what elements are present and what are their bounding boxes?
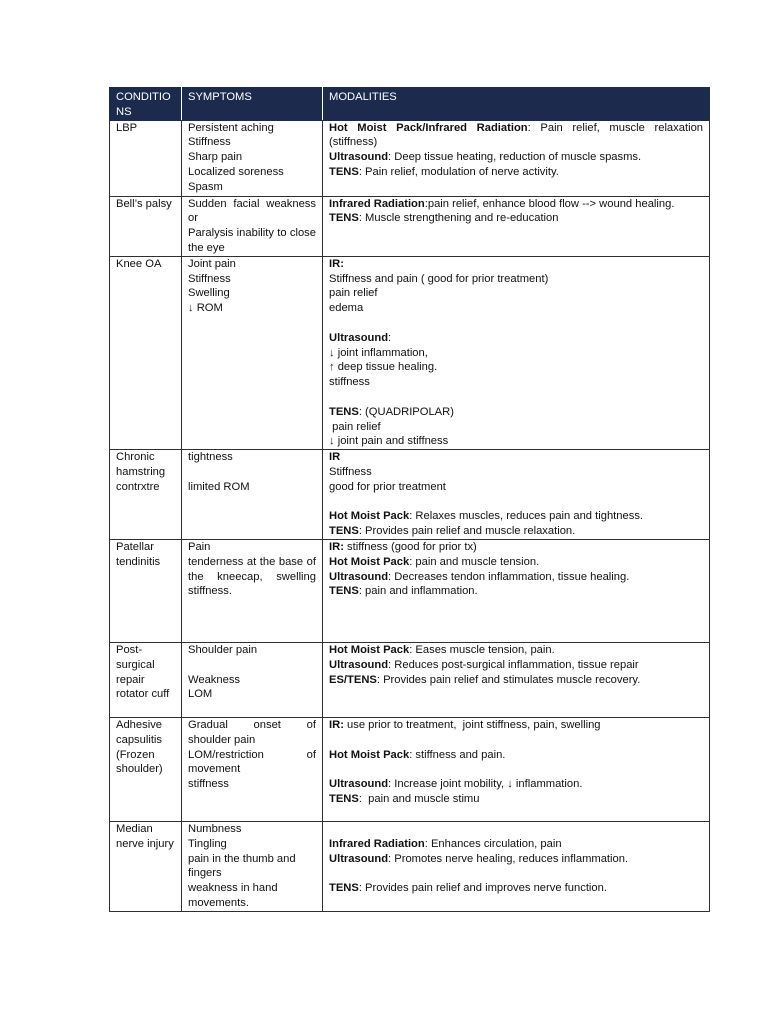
modality-line <box>329 272 703 287</box>
symptoms-cell <box>182 717 323 821</box>
modality-line <box>329 777 703 792</box>
modality-name: Hot Moist Pack <box>329 510 410 523</box>
symptom-text: Spasm <box>188 180 223 193</box>
modalities-cell <box>323 717 710 821</box>
symptom-text: Tingling <box>188 837 227 850</box>
modality-description: stiffness (good for prior tx) <box>343 540 477 553</box>
symptom-text: LOM <box>188 688 213 701</box>
symptom-text: Persistent aching <box>188 121 274 134</box>
modality-description: : Increase joint mobility, ↓ inflammation. <box>388 778 583 791</box>
modality-description: Stiffness <box>329 465 372 478</box>
symptoms-cell <box>182 196 323 256</box>
symptom-text <box>188 658 316 673</box>
modality-description: good for prior treatment <box>329 480 446 493</box>
symptom-text: limited ROM <box>188 480 250 493</box>
modality-description: : <box>388 331 392 344</box>
modality-description: : Deep tissue heating, reduction of muscle spasms. <box>388 151 642 164</box>
condition-text: Chronic hamstring contrxtre <box>116 451 166 493</box>
modality-line <box>329 718 703 733</box>
condition-text: Adhesive capsulitis (Frozen shoulder) <box>116 718 163 776</box>
condition-cell <box>110 196 182 256</box>
modality-description: pain relief <box>329 420 381 433</box>
modality-description: : Provides pain relief and muscle relaxation. <box>358 525 576 538</box>
condition-cell <box>110 717 182 821</box>
modality-line <box>329 495 703 510</box>
symptom-text <box>188 465 316 480</box>
modalities-cell <box>323 196 710 256</box>
modality-name: Infrared Radiation <box>329 197 425 210</box>
modality-line <box>329 434 703 449</box>
modality-line <box>329 658 703 673</box>
condition-cell <box>110 539 182 642</box>
symptom-text: Pain <box>188 540 211 553</box>
modality-line <box>329 121 707 151</box>
modality-line <box>329 748 703 763</box>
modality-description: : Decreases tendon inflammation, tissue healing. <box>388 570 630 583</box>
modality-line <box>329 584 703 599</box>
header-modalities: MODALITIES <box>323 88 710 121</box>
modality-line <box>329 211 703 226</box>
condition-text: Knee OA <box>116 257 162 270</box>
symptom-text: tenderness at the base of the kneecap, swelling stiffness. <box>188 555 316 598</box>
modality-line <box>329 480 703 495</box>
table-row <box>110 539 710 642</box>
modality-description: use prior to treatment, joint stiffness, pain, swelling <box>343 718 601 731</box>
modality-description: ↑ deep tissue healing. <box>329 361 438 374</box>
modality-name: TENS <box>329 882 359 895</box>
modality-name: ES/TENS <box>329 673 377 686</box>
conditions-table <box>109 87 710 912</box>
symptom-text: Gradual onset of shoulder pain <box>188 718 316 746</box>
symptom-text: Localized soreness <box>188 165 284 178</box>
modalities-cell <box>323 120 710 196</box>
condition-cell <box>110 120 182 196</box>
condition-cell <box>110 821 182 911</box>
modality-description: Stiffness and pain ( good for prior treatment) <box>329 272 549 285</box>
modality-description: : Pain relief, modulation of nerve activity. <box>358 165 559 178</box>
modality-line <box>329 165 703 180</box>
modality-line <box>329 733 703 748</box>
modality-line <box>329 866 703 881</box>
condition-text: Median nerve injury <box>116 822 174 850</box>
modality-line <box>329 286 703 301</box>
modality-line <box>329 390 703 405</box>
symptom-text: Sharp pain <box>188 151 243 164</box>
modality-line <box>329 837 703 852</box>
modality-name: IR: <box>329 540 344 553</box>
modality-description: :pain relief, enhance blood flow --> wound healing. <box>424 197 675 210</box>
condition-text: LBP <box>116 121 138 134</box>
modality-description: stiffness <box>329 376 370 389</box>
symptom-text: Stiffness <box>188 272 231 285</box>
modality-line <box>329 346 703 361</box>
symptom-text: Sudden facial weakness or <box>188 197 316 225</box>
condition-cell <box>110 450 182 540</box>
modalities-cell <box>323 256 710 449</box>
modality-line <box>329 643 703 658</box>
modality-description: : Pain relief, muscle relaxation (stiffness) <box>329 121 707 149</box>
symptom-text: pain in the thumb and fingers <box>188 852 296 880</box>
modality-name: IR <box>329 451 341 464</box>
condition-cell <box>110 642 182 717</box>
modality-description: : Reduces post-surgical inflammation, tissue repair <box>388 658 639 671</box>
modality-name: IR: <box>329 257 344 270</box>
header-symptoms: SYMPTOMS <box>182 88 323 121</box>
table-row <box>110 717 710 821</box>
modality-name: Ultrasound <box>329 778 389 791</box>
modality-line <box>329 420 703 435</box>
modality-description: : Muscle strengthening and re-education <box>358 212 559 225</box>
modality-line <box>329 316 703 331</box>
modality-name: Ultrasound <box>329 331 389 344</box>
modality-line <box>329 570 703 585</box>
modalities-cell <box>323 539 710 642</box>
modality-description: : stiffness and pain. <box>409 748 506 761</box>
table-row <box>110 120 710 196</box>
modality-line <box>329 509 703 524</box>
modality-name: Hot Moist Pack <box>329 748 410 761</box>
modality-name: Ultrasound <box>329 658 389 671</box>
modality-name: IR: <box>329 718 344 731</box>
modality-description: : Provides pain relief and improves nerve function. <box>358 882 607 895</box>
modality-line <box>329 301 703 316</box>
modality-line <box>329 360 703 375</box>
modality-line <box>329 150 703 165</box>
symptom-text: Swelling <box>188 287 230 300</box>
modality-line <box>329 257 703 272</box>
modality-description: : Enhances circulation, pain <box>424 837 562 850</box>
modality-description: : Promotes nerve healing, reduces inflammation. <box>388 852 629 865</box>
modality-line <box>329 673 703 688</box>
table-row <box>110 450 710 540</box>
modality-name: Infrared Radiation <box>329 837 425 850</box>
symptoms-cell <box>182 256 323 449</box>
symptoms-cell <box>182 821 323 911</box>
modality-name: Ultrasound <box>329 570 389 583</box>
modality-line <box>329 762 703 777</box>
modalities-cell <box>323 450 710 540</box>
condition-text: Patellar tendinitis <box>116 540 161 568</box>
symptom-text: weakness in hand movements. <box>188 882 278 909</box>
modality-description: edema <box>329 302 364 315</box>
modality-description: : Eases muscle tension, pain. <box>409 643 555 656</box>
header-conditions: CONDITIO NS <box>110 88 182 121</box>
symptom-text: Weakness <box>188 673 241 686</box>
modality-line <box>329 555 703 570</box>
symptom-text: stiffness <box>188 778 229 791</box>
table-row <box>110 256 710 449</box>
modality-name: Hot Moist Pack <box>329 555 410 568</box>
modality-description: : (QUADRIPOLAR) <box>358 405 454 418</box>
modality-description: : Relaxes muscles, reduces pain and tightness. <box>409 510 644 523</box>
modality-description: : pain and muscle stimu <box>358 792 480 805</box>
table-row <box>110 821 710 911</box>
modality-name: Ultrasound <box>329 852 389 865</box>
modality-description: ↓ joint inflammation, <box>329 346 428 359</box>
modality-line <box>329 375 703 390</box>
table-row <box>110 642 710 717</box>
modality-name: Hot Moist Pack <box>329 643 410 656</box>
symptom-text: Joint pain <box>188 257 236 270</box>
condition-text: Post-surgical repair rotator cuff <box>116 643 170 701</box>
modality-line <box>329 450 703 465</box>
modality-description: ↓ joint pain and stiffness <box>329 435 449 448</box>
modality-name: TENS <box>329 165 359 178</box>
header-row <box>110 88 710 121</box>
modality-name: TENS <box>329 212 359 225</box>
symptoms-cell <box>182 642 323 717</box>
symptom-text: Shoulder pain <box>188 643 258 656</box>
modality-name: TENS <box>329 792 359 805</box>
modality-line <box>329 197 703 212</box>
condition-cell <box>110 256 182 449</box>
modality-line <box>329 822 703 837</box>
symptom-text: LOM/restriction of movement <box>188 748 316 776</box>
modality-line <box>329 881 703 896</box>
modality-description: : pain and muscle tension. <box>409 555 540 568</box>
modality-name: TENS <box>329 585 359 598</box>
table-row <box>110 196 710 256</box>
modality-name: Hot Moist Pack/Infrared Radiation <box>329 121 528 134</box>
modality-description: pain relief <box>329 287 378 300</box>
modality-name: TENS <box>329 525 359 538</box>
modality-line <box>329 405 703 420</box>
modality-name: Ultrasound <box>329 151 389 164</box>
modality-line <box>329 852 703 867</box>
symptom-text: tightness <box>188 451 233 464</box>
symptom-text: Paralysis inability to close the eye <box>188 227 316 254</box>
condition-text: Bell’s palsy <box>116 197 172 210</box>
modality-line <box>329 540 703 555</box>
modality-description: : pain and inflammation. <box>358 585 478 598</box>
modality-line <box>329 792 703 807</box>
modalities-cell <box>323 821 710 911</box>
symptom-text: Numbness <box>188 822 242 835</box>
modality-line <box>329 465 703 480</box>
modality-line <box>329 331 703 346</box>
symptoms-cell <box>182 450 323 540</box>
symptom-text: Stiffness <box>188 136 231 149</box>
modalities-cell <box>323 642 710 717</box>
symptoms-cell <box>182 120 323 196</box>
modality-name: TENS <box>329 405 359 418</box>
symptom-text: ↓ ROM <box>188 302 223 315</box>
modality-line <box>329 524 703 539</box>
modality-description: : Provides pain relief and stimulates muscle recovery. <box>376 673 641 686</box>
symptoms-cell <box>182 539 323 642</box>
